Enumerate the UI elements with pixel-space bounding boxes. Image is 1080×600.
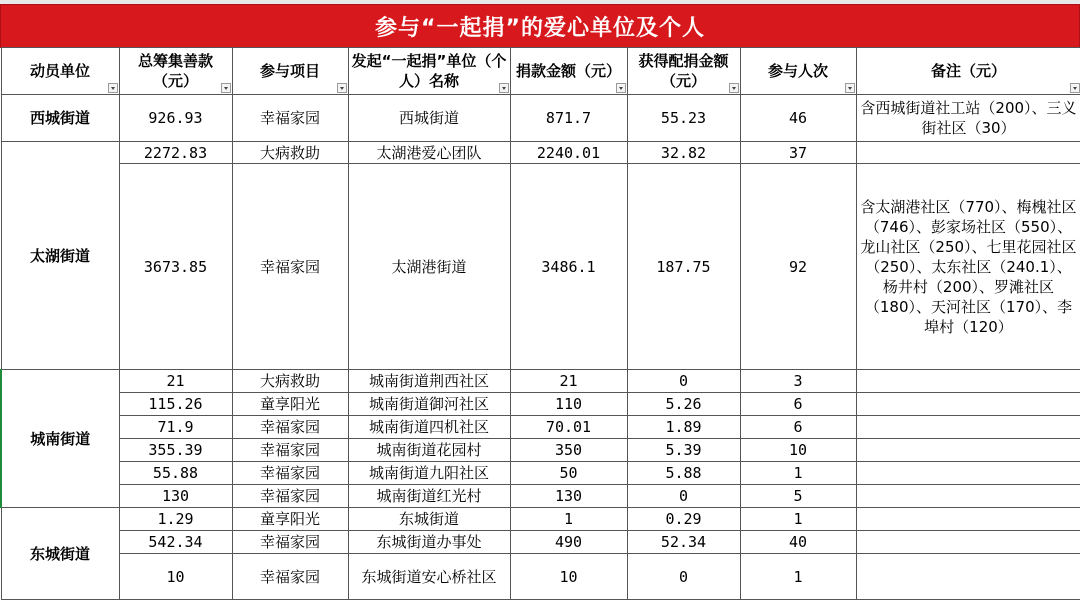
donation-cell[interactable]: 110 [510,393,627,416]
matching-cell[interactable]: 5.88 [627,462,740,485]
filter-dropdown-icon[interactable] [221,83,231,93]
donation-cell[interactable]: 2240.01 [510,142,627,164]
initiator-cell[interactable]: 城南街道荆西社区 [348,370,510,393]
table-title: 参与“一起捐”的爱心单位及个人 [0,4,1080,48]
unit-cell[interactable]: 东城街道 [1,508,119,600]
matching-cell[interactable]: 55.23 [627,95,740,142]
table-row [1,95,1080,142]
header-participants[interactable]: 参与人次 [740,48,856,95]
header-total[interactable]: 总筹集善款（元） [119,48,232,95]
note-cell[interactable] [856,485,1080,508]
matching-cell[interactable]: 52.34 [627,531,740,554]
note-cell[interactable] [856,554,1080,600]
matching-cell[interactable]: 32.82 [627,142,740,164]
table-row [1,462,1080,485]
header-row [1,48,1080,95]
table-row [1,439,1080,462]
donation-cell[interactable]: 490 [510,531,627,554]
filter-dropdown-icon[interactable] [499,83,509,93]
project-cell[interactable]: 幸福家园 [232,416,348,439]
header-initiator[interactable]: 发起“一起捐”单位（个人）名称 [348,48,510,95]
matching-cell[interactable]: 0 [627,485,740,508]
participants-cell[interactable]: 46 [740,95,856,142]
table-row [1,370,1080,393]
total-cell[interactable]: 130 [119,485,232,508]
participants-cell[interactable]: 6 [740,416,856,439]
participants-cell[interactable]: 3 [740,370,856,393]
participants-cell[interactable]: 92 [740,164,856,370]
project-cell[interactable]: 幸福家园 [232,439,348,462]
initiator-cell[interactable]: 太湖港街道 [348,164,510,370]
table-row [1,531,1080,554]
initiator-cell[interactable]: 东城街道 [348,508,510,531]
project-cell[interactable]: 大病救助 [232,142,348,164]
table-row [1,554,1080,600]
filter-dropdown-icon[interactable] [1070,83,1080,93]
note-cell[interactable] [856,393,1080,416]
unit-cell[interactable]: 西城街道 [1,95,119,142]
participants-cell[interactable]: 37 [740,142,856,164]
project-cell[interactable]: 童享阳光 [232,393,348,416]
participants-cell[interactable]: 5 [740,485,856,508]
project-cell[interactable]: 幸福家园 [232,485,348,508]
initiator-cell[interactable]: 城南街道九阳社区 [348,462,510,485]
initiator-cell[interactable]: 城南街道花园村 [348,439,510,462]
matching-cell[interactable]: 0 [627,370,740,393]
header-project[interactable]: 参与项目 [232,48,348,95]
donation-cell[interactable]: 50 [510,462,627,485]
total-cell[interactable]: 71.9 [119,416,232,439]
header-matching[interactable]: 获得配捐金额（元） [627,48,740,95]
donation-cell[interactable]: 1 [510,508,627,531]
total-cell[interactable]: 1.29 [119,508,232,531]
matching-cell[interactable]: 0 [627,554,740,600]
filter-dropdown-icon[interactable] [729,83,739,93]
filter-dropdown-icon[interactable] [108,83,118,93]
header-note[interactable]: 备注（元） [856,48,1080,95]
total-cell[interactable]: 542.34 [119,531,232,554]
participants-cell[interactable]: 10 [740,439,856,462]
header-unit[interactable]: 动员单位 [1,48,119,95]
total-cell[interactable]: 3673.85 [119,164,232,370]
donation-cell[interactable]: 10 [510,554,627,600]
table-row [1,485,1080,508]
note-cell[interactable] [856,416,1080,439]
header-donation[interactable]: 捐款金额（元） [510,48,627,95]
total-cell[interactable]: 10 [119,554,232,600]
donation-table [0,47,1080,600]
initiator-cell[interactable]: 太湖港爱心团队 [348,142,510,164]
total-cell[interactable]: 55.88 [119,462,232,485]
participants-cell[interactable]: 1 [740,508,856,531]
initiator-cell[interactable]: 东城街道安心桥社区 [348,554,510,600]
table-row [1,416,1080,439]
unit-cell[interactable]: 城南街道 [1,370,119,508]
note-cell[interactable] [856,439,1080,462]
note-cell[interactable] [856,370,1080,393]
project-cell[interactable]: 幸福家园 [232,462,348,485]
project-cell[interactable]: 幸福家园 [232,95,348,142]
project-cell[interactable]: 幸福家园 [232,554,348,600]
donation-cell[interactable]: 871.7 [510,95,627,142]
table-row [1,393,1080,416]
project-cell[interactable]: 大病救助 [232,370,348,393]
donation-cell[interactable]: 70.01 [510,416,627,439]
filter-dropdown-icon[interactable] [616,83,626,93]
total-cell[interactable]: 355.39 [119,439,232,462]
unit-cell[interactable]: 太湖街道 [1,142,119,370]
donation-cell[interactable]: 21 [510,370,627,393]
initiator-cell[interactable]: 西城街道 [348,95,510,142]
note-cell[interactable] [856,531,1080,554]
project-cell[interactable]: 童享阳光 [232,508,348,531]
matching-cell[interactable]: 0.29 [627,508,740,531]
participants-cell[interactable]: 40 [740,531,856,554]
project-cell[interactable]: 幸福家园 [232,531,348,554]
total-cell[interactable]: 21 [119,370,232,393]
donation-cell[interactable]: 3486.1 [510,164,627,370]
initiator-cell[interactable]: 城南街道四机社区 [348,416,510,439]
note-cell[interactable]: 含太湖港社区（770）、梅槐社区（746）、彭家场社区（550）、龙山社区（250）、七里花园社区（250）、太东社区（240.1）、杨井村（200）、罗滩社区（180）、天河社区（170）、李埠村（120） [856,164,1080,370]
note-cell[interactable] [856,508,1080,531]
matching-cell[interactable]: 187.75 [627,164,740,370]
total-cell[interactable]: 926.93 [119,95,232,142]
note-cell[interactable] [856,142,1080,164]
initiator-cell[interactable]: 东城街道办事处 [348,531,510,554]
donation-cell[interactable]: 350 [510,439,627,462]
matching-cell[interactable]: 5.26 [627,393,740,416]
initiator-cell[interactable]: 城南街道御河社区 [348,393,510,416]
table-row [1,508,1080,531]
filter-dropdown-icon[interactable] [337,83,347,93]
participants-cell[interactable]: 1 [740,554,856,600]
initiator-cell[interactable]: 城南街道红光村 [348,485,510,508]
participants-cell[interactable]: 1 [740,462,856,485]
table-row [1,164,1080,370]
table-row [1,142,1080,164]
participants-cell[interactable]: 6 [740,393,856,416]
matching-cell[interactable]: 5.39 [627,439,740,462]
donation-cell[interactable]: 130 [510,485,627,508]
note-cell[interactable]: 含西城街道社工站（200）、三义街社区（30） [856,95,1080,142]
matching-cell[interactable]: 1.89 [627,416,740,439]
project-cell[interactable]: 幸福家园 [232,164,348,370]
note-cell[interactable] [856,462,1080,485]
total-cell[interactable]: 2272.83 [119,142,232,164]
total-cell[interactable]: 115.26 [119,393,232,416]
filter-dropdown-icon[interactable] [845,83,855,93]
